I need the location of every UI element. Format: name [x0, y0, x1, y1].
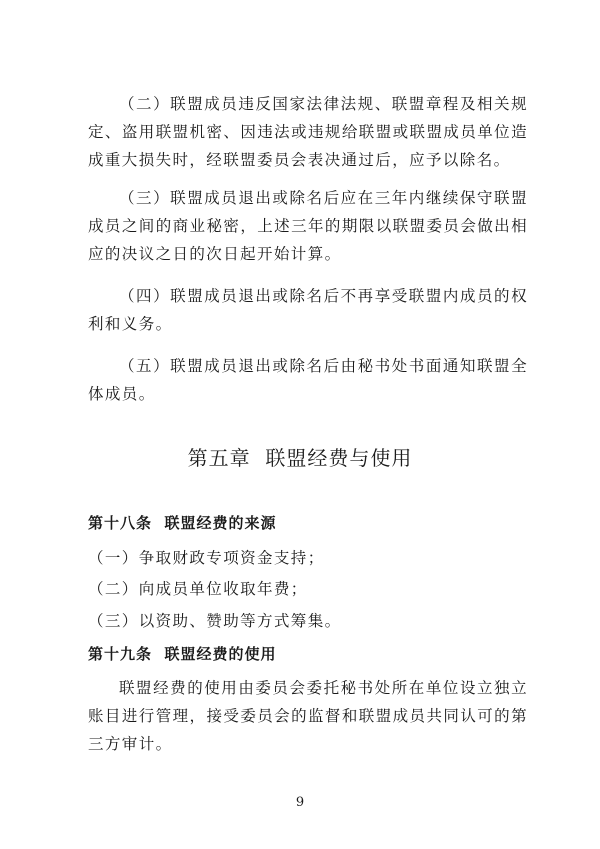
paragraph-fund-usage: 联盟经费的使用由委员会委托秘书处所在单位设立独立账目进行管理，接受委员会的监督和联盟成员共同认可的第三方审计。: [88, 679, 528, 753]
list-item: （三）以资助、赞助等方式筹集。: [88, 612, 342, 630]
paragraph-confidentiality: （三）联盟成员退出或除名后应在三年内继续保守联盟成员之间的商业秘密，上述三年的期限以联盟委员会做出相应的决议之日的次日起开始计算。: [88, 189, 528, 263]
list-item: （二）向成员单位收取年费；: [88, 580, 308, 598]
page-number: 9: [295, 795, 305, 810]
article-19-heading: 第十九条 联盟经费的使用: [88, 645, 277, 663]
paragraph-expulsion: （二）联盟成员违反国家法律法规、联盟章程及相关规定、盗用联盟机密、因违法或违规给联盟或联盟成员单位造成重大损失时，经联盟委员会表决通过后，应予以除名。: [88, 95, 528, 169]
paragraph-notification: （五）联盟成员退出或除名后由秘书处书面通知联盟全体成员。: [88, 357, 528, 403]
paragraph-rights-end: （四）联盟成员退出或除名后不再享受联盟内成员的权利和义务。: [88, 287, 528, 333]
list-item: （一）争取财政专项资金支持；: [88, 549, 325, 567]
chapter-title: 第五章 联盟经费与使用: [187, 446, 413, 470]
article-18-heading: 第十八条 联盟经费的来源: [88, 514, 277, 532]
